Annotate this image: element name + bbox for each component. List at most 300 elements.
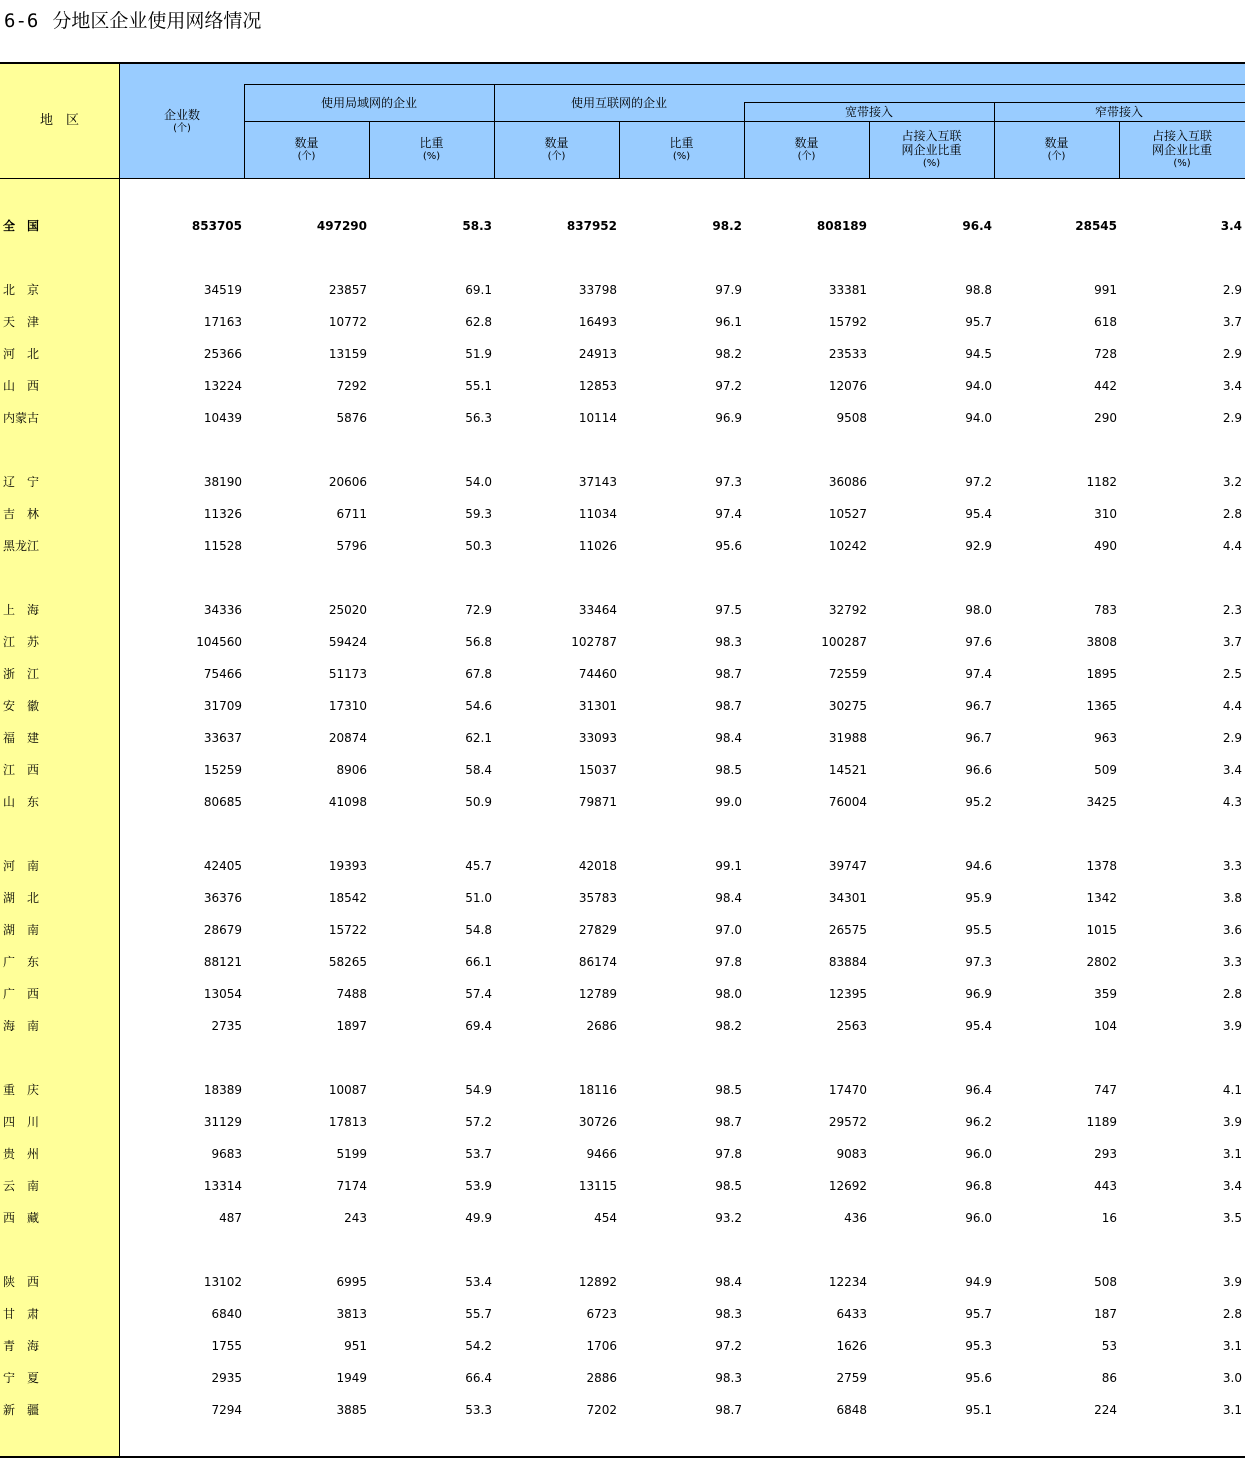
cell-value: 11528 xyxy=(203,539,242,553)
region-name: 福 建 xyxy=(3,731,40,745)
cell-value: 54.9 xyxy=(465,1083,492,1097)
header-internet-count-unit: (个) xyxy=(547,151,566,162)
cell-value: 96.9 xyxy=(715,411,742,425)
cell-value: 13115 xyxy=(578,1179,617,1193)
cell-value: 3.0 xyxy=(1222,1371,1242,1385)
table-row xyxy=(0,505,1245,523)
table-row xyxy=(0,633,1245,651)
cell-value: 12853 xyxy=(578,379,617,393)
cell-value: 36376 xyxy=(203,891,242,905)
table-row xyxy=(0,889,1245,907)
cell-value: 59424 xyxy=(328,635,367,649)
header-internet-count xyxy=(494,121,619,178)
cell-value: 359 xyxy=(1094,987,1117,1001)
cell-value: 20874 xyxy=(328,731,367,745)
cell-value: 13054 xyxy=(203,987,242,1001)
cell-value: 86174 xyxy=(578,955,617,969)
header-broadband-count-label: 数量 xyxy=(794,136,819,150)
table-row xyxy=(0,409,1245,427)
cell-value: 13224 xyxy=(203,379,242,393)
cell-value: 1015 xyxy=(1086,923,1117,937)
cell-value: 508 xyxy=(1094,1275,1117,1289)
cell-value: 97.2 xyxy=(965,475,992,489)
cell-value: 96.7 xyxy=(965,731,992,745)
header-narrowband-share-label: 占接入互联网企业比重 xyxy=(1151,129,1212,157)
cell-value: 96.9 xyxy=(965,987,992,1001)
header-lan-label: 使用局域网的企业 xyxy=(320,95,417,110)
cell-value: 51.0 xyxy=(465,891,492,905)
header-lan-share-unit: (%) xyxy=(422,151,441,162)
cell-value: 853705 xyxy=(191,219,242,233)
cell-value: 2686 xyxy=(586,1019,617,1033)
header-narrowband-share-unit: (%) xyxy=(1173,158,1191,169)
cell-value: 2735 xyxy=(211,1019,242,1033)
region-name: 湖 南 xyxy=(3,923,40,937)
cell-value: 20606 xyxy=(328,475,367,489)
region-name: 西 藏 xyxy=(3,1211,40,1225)
cell-value: 6711 xyxy=(336,507,367,521)
cell-value: 1182 xyxy=(1086,475,1117,489)
cell-value: 33464 xyxy=(578,603,617,617)
cell-value: 34301 xyxy=(828,891,867,905)
cell-value: 2.9 xyxy=(1222,283,1242,297)
region-name: 全 国 xyxy=(3,219,40,233)
cell-value: 34336 xyxy=(203,603,242,617)
region-name: 江 西 xyxy=(3,763,40,777)
header-internet-share-unit: (%) xyxy=(672,151,691,162)
cell-value: 59.3 xyxy=(465,507,492,521)
cell-value: 74460 xyxy=(578,667,617,681)
cell-value: 1189 xyxy=(1086,1115,1117,1129)
cell-value: 31301 xyxy=(578,699,617,713)
cell-value: 10242 xyxy=(828,539,867,553)
cell-value: 12692 xyxy=(828,1179,867,1193)
region-name: 青 海 xyxy=(3,1339,40,1353)
cell-value: 6995 xyxy=(336,1275,367,1289)
cell-value: 49.9 xyxy=(465,1211,492,1225)
cell-value: 80685 xyxy=(203,795,242,809)
cell-value: 97.2 xyxy=(715,379,742,393)
cell-value: 31709 xyxy=(203,699,242,713)
cell-value: 96.1 xyxy=(715,315,742,329)
cell-value: 58265 xyxy=(328,955,367,969)
cell-value: 33381 xyxy=(828,283,867,297)
cell-value: 102787 xyxy=(571,635,617,649)
cell-value: 18542 xyxy=(328,891,367,905)
cell-value: 31129 xyxy=(203,1115,242,1129)
cell-value: 16 xyxy=(1101,1211,1117,1225)
cell-value: 15792 xyxy=(828,315,867,329)
cell-value: 187 xyxy=(1094,1307,1117,1321)
table-row xyxy=(0,1113,1245,1131)
cell-value: 3808 xyxy=(1086,635,1117,649)
cell-value: 99.1 xyxy=(715,859,742,873)
cell-value: 97.8 xyxy=(715,1147,742,1161)
cell-value: 15037 xyxy=(578,763,617,777)
cell-value: 27829 xyxy=(578,923,617,937)
cell-value: 951 xyxy=(344,1339,367,1353)
cell-value: 53.4 xyxy=(465,1275,492,1289)
table-row xyxy=(0,953,1245,971)
header-broadband-share-unit: (%) xyxy=(922,158,941,169)
region-name: 广 西 xyxy=(3,987,40,1001)
cell-value: 54.6 xyxy=(465,699,492,713)
header-lan-share xyxy=(369,121,494,178)
cell-value: 3.6 xyxy=(1222,923,1242,937)
cell-value: 53.3 xyxy=(465,1403,492,1417)
cell-value: 75466 xyxy=(203,667,242,681)
header-enterprises-label: 企业数 xyxy=(163,107,200,122)
cell-value: 55.7 xyxy=(465,1307,492,1321)
region-name: 贵 州 xyxy=(3,1147,40,1161)
cell-value: 86 xyxy=(1101,1371,1117,1385)
cell-value: 16493 xyxy=(578,315,617,329)
cell-value: 12789 xyxy=(578,987,617,1001)
cell-value: 10439 xyxy=(203,411,242,425)
cell-value: 94.0 xyxy=(965,411,992,425)
header-narrowband-count-unit: (个) xyxy=(1047,151,1066,162)
cell-value: 1897 xyxy=(336,1019,367,1033)
cell-value: 24913 xyxy=(578,347,617,361)
cell-value: 98.7 xyxy=(715,1115,742,1129)
cell-value: 2.9 xyxy=(1222,347,1242,361)
cell-value: 98.2 xyxy=(715,347,742,361)
cell-value: 3.7 xyxy=(1222,315,1242,329)
cell-value: 28679 xyxy=(203,923,242,937)
cell-value: 9466 xyxy=(586,1147,617,1161)
cell-value: 19393 xyxy=(328,859,367,873)
cell-value: 509 xyxy=(1094,763,1117,777)
cell-value: 95.6 xyxy=(965,1371,992,1385)
cell-value: 490 xyxy=(1094,539,1117,553)
table-row xyxy=(0,1209,1245,1227)
cell-value: 991 xyxy=(1094,283,1117,297)
cell-value: 53.7 xyxy=(465,1147,492,1161)
page-title xyxy=(4,6,261,33)
cell-value: 837952 xyxy=(566,219,617,233)
cell-value: 97.8 xyxy=(715,955,742,969)
cell-value: 96.7 xyxy=(965,699,992,713)
region-name: 河 南 xyxy=(3,859,40,873)
cell-value: 728 xyxy=(1094,347,1117,361)
cell-value: 2.9 xyxy=(1222,411,1242,425)
cell-value: 1895 xyxy=(1086,667,1117,681)
cell-value: 6723 xyxy=(586,1307,617,1321)
header-lan-count-label: 数量 xyxy=(294,136,319,150)
cell-value: 3.4 xyxy=(1222,763,1242,777)
header-narrowband-count-label: 数量 xyxy=(1044,136,1069,150)
cell-value: 293 xyxy=(1094,1147,1117,1161)
cell-value: 98.2 xyxy=(715,1019,742,1033)
bottom-rule xyxy=(0,1456,1245,1458)
cell-value: 95.7 xyxy=(965,1307,992,1321)
cell-value: 55.1 xyxy=(465,379,492,393)
cell-value: 1365 xyxy=(1086,699,1117,713)
table-row xyxy=(0,1369,1245,1387)
cell-value: 93.2 xyxy=(715,1211,742,1225)
cell-value: 97.4 xyxy=(715,507,742,521)
cell-value: 2886 xyxy=(586,1371,617,1385)
cell-value: 3.7 xyxy=(1222,635,1242,649)
cell-value: 57.2 xyxy=(465,1115,492,1129)
cell-value: 72.9 xyxy=(465,603,492,617)
table-number: 6-6 xyxy=(4,10,39,32)
region-name: 四 川 xyxy=(3,1115,40,1129)
region-name: 内蒙古 xyxy=(3,411,40,425)
cell-value: 12076 xyxy=(828,379,867,393)
cell-value: 96.4 xyxy=(962,219,992,233)
cell-value: 13159 xyxy=(328,347,367,361)
cell-value: 3.5 xyxy=(1222,1211,1242,1225)
cell-value: 95.5 xyxy=(965,923,992,937)
region-name: 云 南 xyxy=(3,1179,40,1193)
cell-value: 18116 xyxy=(578,1083,617,1097)
cell-value: 12892 xyxy=(578,1275,617,1289)
table-row xyxy=(0,1337,1245,1355)
cell-value: 56.8 xyxy=(465,635,492,649)
cell-value: 1626 xyxy=(836,1339,867,1353)
cell-value: 97.9 xyxy=(715,283,742,297)
cell-value: 3813 xyxy=(336,1307,367,1321)
header-narrowband-group xyxy=(994,102,1244,121)
cell-value: 57.4 xyxy=(465,987,492,1001)
header-broadband-group xyxy=(744,102,994,121)
table-title: 分地区企业使用网络情况 xyxy=(52,10,262,32)
cell-value: 487 xyxy=(219,1211,242,1225)
cell-value: 1342 xyxy=(1086,891,1117,905)
header-internet-count-label: 数量 xyxy=(544,136,569,150)
cell-value: 98.5 xyxy=(715,1083,742,1097)
cell-value: 2759 xyxy=(836,1371,867,1385)
cell-value: 23857 xyxy=(328,283,367,297)
header-narrowband-count xyxy=(994,121,1119,178)
cell-value: 98.8 xyxy=(965,283,992,297)
cell-value: 3.1 xyxy=(1222,1403,1242,1417)
cell-value: 97.4 xyxy=(965,667,992,681)
cell-value: 3.4 xyxy=(1222,1179,1242,1193)
cell-value: 3.1 xyxy=(1222,1147,1242,1161)
cell-value: 97.0 xyxy=(715,923,742,937)
cell-value: 12234 xyxy=(828,1275,867,1289)
cell-value: 9683 xyxy=(211,1147,242,1161)
cell-value: 6433 xyxy=(836,1307,867,1321)
table-row xyxy=(0,345,1245,363)
cell-value: 10772 xyxy=(328,315,367,329)
header-internet-share-label: 比重 xyxy=(669,136,694,150)
cell-value: 243 xyxy=(344,1211,367,1225)
cell-value: 96.0 xyxy=(965,1147,992,1161)
header-internet-group xyxy=(494,84,744,121)
cell-value: 98.2 xyxy=(712,219,742,233)
cell-value: 6840 xyxy=(211,1307,242,1321)
cell-value: 3.9 xyxy=(1222,1275,1242,1289)
table-row xyxy=(0,1017,1245,1035)
cell-value: 3.3 xyxy=(1222,859,1242,873)
header-lan-group xyxy=(244,84,494,121)
cell-value: 1706 xyxy=(586,1339,617,1353)
table-row xyxy=(0,1401,1245,1419)
cell-value: 79871 xyxy=(578,795,617,809)
cell-value: 2.8 xyxy=(1222,1307,1242,1321)
cell-value: 2.8 xyxy=(1222,987,1242,1001)
cell-value: 41098 xyxy=(328,795,367,809)
cell-value: 58.3 xyxy=(462,219,492,233)
cell-value: 13314 xyxy=(203,1179,242,1193)
cell-value: 33637 xyxy=(203,731,242,745)
cell-value: 104 xyxy=(1094,1019,1117,1033)
table-header xyxy=(120,64,1245,178)
cell-value: 3425 xyxy=(1086,795,1117,809)
cell-value: 454 xyxy=(594,1211,617,1225)
cell-value: 808189 xyxy=(816,219,867,233)
cell-value: 95.6 xyxy=(715,539,742,553)
cell-value: 31988 xyxy=(828,731,867,745)
cell-value: 10114 xyxy=(578,411,617,425)
region-name: 广 东 xyxy=(3,955,40,969)
cell-value: 3.8 xyxy=(1222,891,1242,905)
cell-value: 98.5 xyxy=(715,763,742,777)
cell-value: 98.4 xyxy=(715,891,742,905)
table-row xyxy=(0,1081,1245,1099)
header-enterprises xyxy=(120,64,244,178)
cell-value: 45.7 xyxy=(465,859,492,873)
table-row xyxy=(0,1177,1245,1195)
region-name: 北 京 xyxy=(3,283,40,297)
cell-value: 310 xyxy=(1094,507,1117,521)
header-internet-share xyxy=(619,121,744,178)
cell-value: 94.6 xyxy=(965,859,992,873)
cell-value: 11034 xyxy=(578,507,617,521)
region-name: 海 南 xyxy=(3,1019,40,1033)
cell-value: 96.6 xyxy=(965,763,992,777)
table-row xyxy=(0,537,1245,555)
cell-value: 30726 xyxy=(578,1115,617,1129)
cell-value: 98.0 xyxy=(715,987,742,1001)
cell-value: 98.3 xyxy=(715,1307,742,1321)
cell-value: 62.1 xyxy=(465,731,492,745)
cell-value: 92.9 xyxy=(965,539,992,553)
cell-value: 17310 xyxy=(328,699,367,713)
cell-value: 99.0 xyxy=(715,795,742,809)
region-name: 天 津 xyxy=(3,315,40,329)
cell-value: 97.6 xyxy=(965,635,992,649)
header-lan-share-label: 比重 xyxy=(419,136,444,150)
cell-value: 3.9 xyxy=(1222,1019,1242,1033)
table-row xyxy=(0,281,1245,299)
cell-value: 3885 xyxy=(336,1403,367,1417)
cell-value: 1949 xyxy=(336,1371,367,1385)
cell-value: 2935 xyxy=(211,1371,242,1385)
cell-value: 7488 xyxy=(336,987,367,1001)
cell-value: 3.4 xyxy=(1220,219,1242,233)
cell-value: 56.3 xyxy=(465,411,492,425)
cell-value: 97.3 xyxy=(715,475,742,489)
cell-value: 95.9 xyxy=(965,891,992,905)
cell-value: 94.5 xyxy=(965,347,992,361)
table-row xyxy=(0,857,1245,875)
cell-value: 4.3 xyxy=(1222,795,1242,809)
cell-value: 2.3 xyxy=(1222,603,1242,617)
cell-value: 98.7 xyxy=(715,699,742,713)
cell-value: 95.4 xyxy=(965,1019,992,1033)
header-broadband-count xyxy=(744,121,869,178)
cell-value: 4.4 xyxy=(1222,699,1242,713)
table-row xyxy=(0,1273,1245,1291)
table-row xyxy=(0,729,1245,747)
header-narrowband-label: 窄带接入 xyxy=(1094,104,1143,119)
header-broadband-label: 宽带接入 xyxy=(844,104,893,119)
cell-value: 53.9 xyxy=(465,1179,492,1193)
region-name: 浙 江 xyxy=(3,667,40,681)
cell-value: 10527 xyxy=(828,507,867,521)
region-name: 上 海 xyxy=(3,603,40,617)
cell-value: 618 xyxy=(1094,315,1117,329)
cell-value: 11026 xyxy=(578,539,617,553)
cell-value: 95.3 xyxy=(965,1339,992,1353)
cell-value: 25020 xyxy=(328,603,367,617)
cell-value: 33093 xyxy=(578,731,617,745)
cell-value: 98.5 xyxy=(715,1179,742,1193)
header-region xyxy=(0,64,119,178)
cell-value: 66.1 xyxy=(465,955,492,969)
cell-value: 98.7 xyxy=(715,1403,742,1417)
table-row xyxy=(0,665,1245,683)
cell-value: 2563 xyxy=(836,1019,867,1033)
cell-value: 3.2 xyxy=(1222,475,1242,489)
header-enterprises-unit: (个) xyxy=(173,122,191,134)
region-name: 辽 宁 xyxy=(3,475,40,489)
cell-value: 67.8 xyxy=(465,667,492,681)
cell-value: 69.1 xyxy=(465,283,492,297)
cell-value: 54.2 xyxy=(465,1339,492,1353)
region-name: 新 疆 xyxy=(3,1403,40,1417)
cell-value: 14521 xyxy=(828,763,867,777)
cell-value: 5876 xyxy=(336,411,367,425)
cell-value: 38190 xyxy=(203,475,242,489)
cell-value: 34519 xyxy=(203,283,242,297)
cell-value: 15722 xyxy=(328,923,367,937)
region-name: 重 庆 xyxy=(3,1083,40,1097)
cell-value: 96.2 xyxy=(965,1115,992,1129)
table-row xyxy=(0,697,1245,715)
cell-value: 62.8 xyxy=(465,315,492,329)
cell-value: 3.9 xyxy=(1222,1115,1242,1129)
cell-value: 95.4 xyxy=(965,507,992,521)
cell-value: 50.9 xyxy=(465,795,492,809)
header-rule-bottom xyxy=(0,178,1245,179)
cell-value: 54.0 xyxy=(465,475,492,489)
cell-value: 96.8 xyxy=(965,1179,992,1193)
cell-value: 17813 xyxy=(328,1115,367,1129)
cell-value: 2.8 xyxy=(1222,507,1242,521)
cell-value: 28545 xyxy=(1075,219,1117,233)
cell-value: 5199 xyxy=(336,1147,367,1161)
cell-value: 97.3 xyxy=(965,955,992,969)
cell-value: 98.0 xyxy=(965,603,992,617)
cell-value: 963 xyxy=(1094,731,1117,745)
cell-value: 58.4 xyxy=(465,763,492,777)
cell-value: 96.0 xyxy=(965,1211,992,1225)
cell-value: 436 xyxy=(844,1211,867,1225)
cell-value: 25366 xyxy=(203,347,242,361)
cell-value: 224 xyxy=(1094,1403,1117,1417)
table-row xyxy=(0,761,1245,779)
cell-value: 3.1 xyxy=(1222,1339,1242,1353)
cell-value: 497290 xyxy=(316,219,367,233)
cell-value: 17163 xyxy=(203,315,242,329)
cell-value: 2.9 xyxy=(1222,731,1242,745)
cell-value: 83884 xyxy=(828,955,867,969)
